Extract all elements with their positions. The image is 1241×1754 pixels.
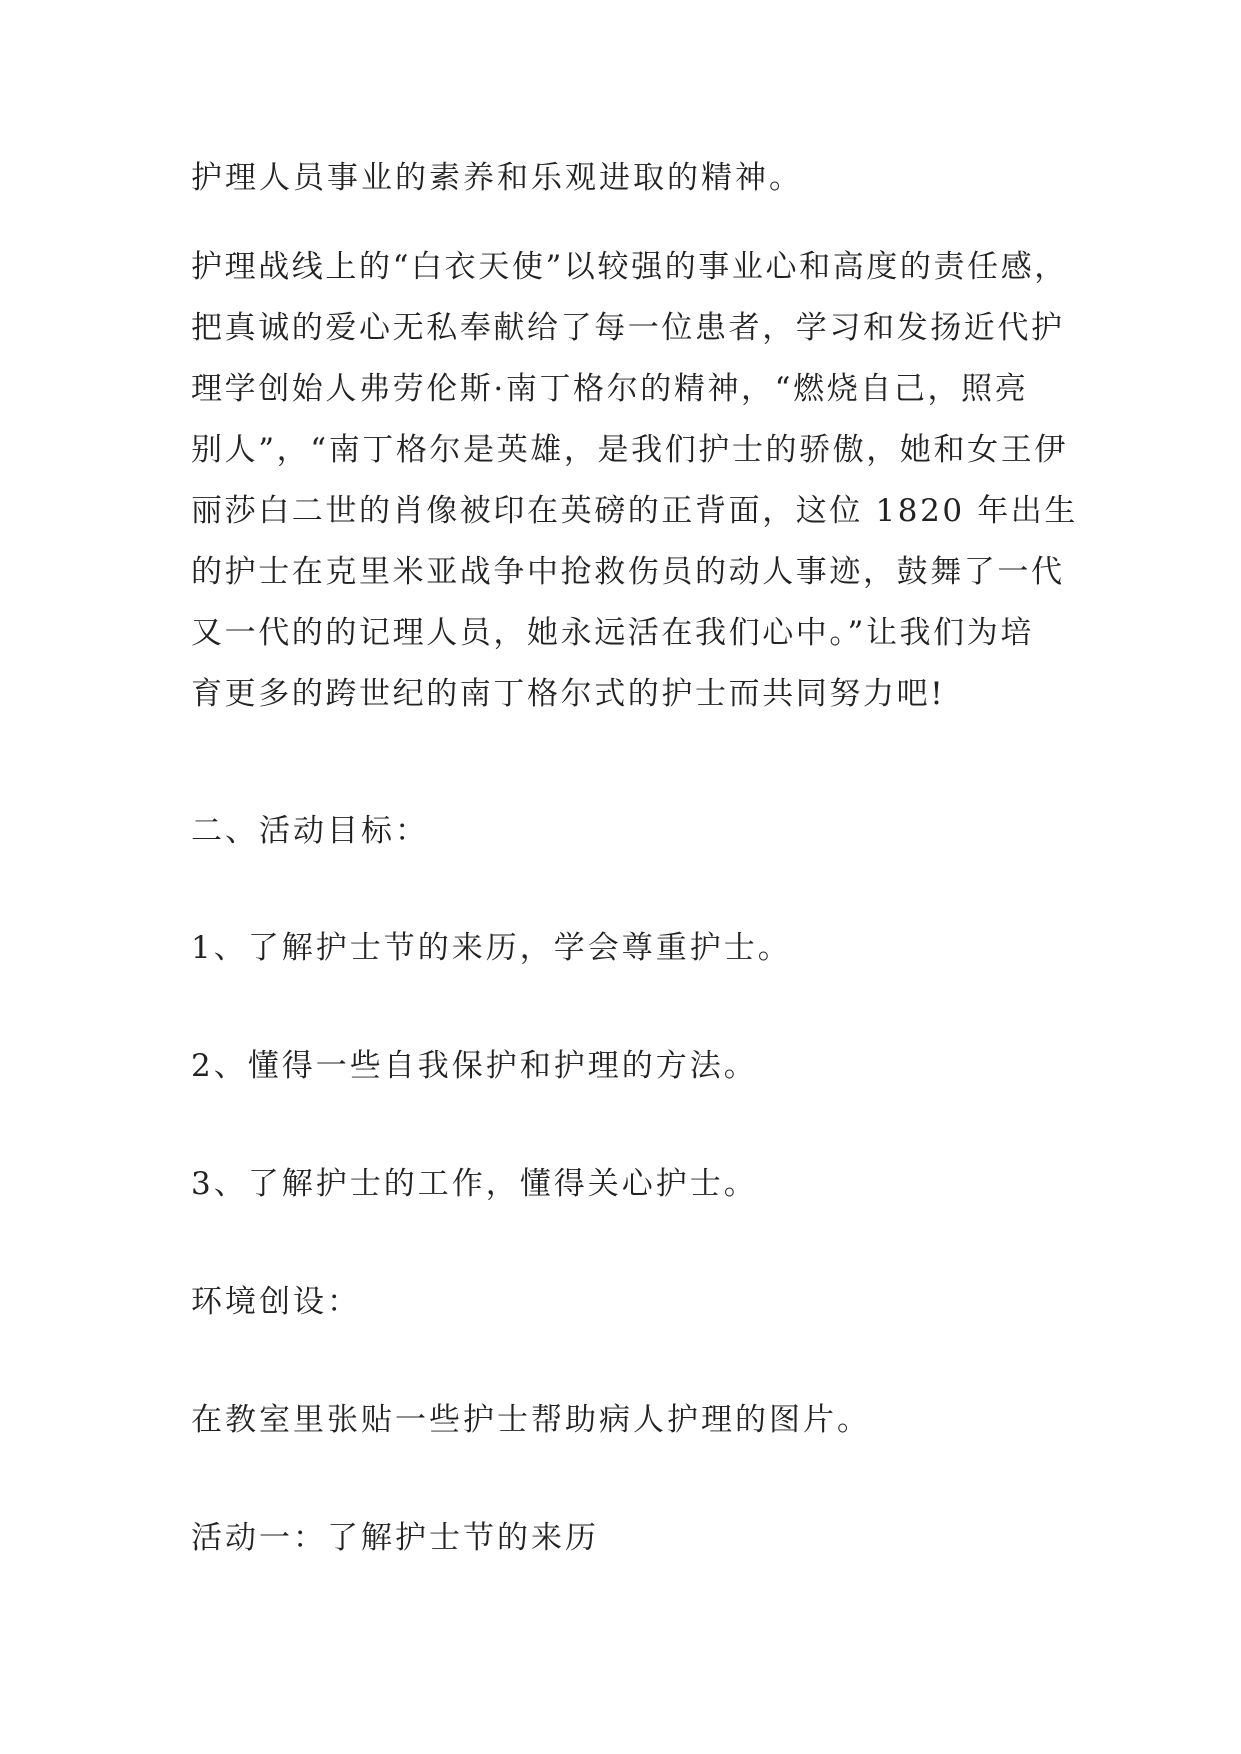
paragraph-line: 丽莎白二世的肖像被印在英磅的正背面，这位 1820 年出生 (191, 493, 1078, 529)
paragraph-intro-ending: 护理人员事业的素养和乐观进取的精神。 (191, 160, 803, 196)
goal-item-1: 1、了解护士节的来历，学会尊重护士。 (191, 930, 792, 966)
goal-item-2: 2、懂得一些自我保护和护理的方法。 (191, 1048, 758, 1084)
goal-item-3: 3、了解护士的工作，懂得关心护士。 (191, 1166, 758, 1202)
paragraph-line: 把真诚的爱心无私奉献给了每一位患者，学习和发扬近代护 (191, 310, 1065, 346)
paragraph-line: 育更多的跨世纪的南丁格尔式的护士而共同努力吧! (191, 676, 946, 712)
paragraph-nightingale (191, 237, 1078, 725)
paragraph-line: 理学创始人弗劳伦斯·南丁格尔的精神，“燃烧自己，照亮 (191, 371, 1029, 407)
paragraph-line: 别人”，“南丁格尔是英雄，是我们护士的骄傲，她和女王伊 (191, 432, 1068, 468)
environment-setup-text: 在教室里张贴一些护士帮助病人护理的图片。 (191, 1402, 871, 1438)
heading-activity-one: 活动一：了解护士节的来历 (191, 1520, 599, 1556)
paragraph-line: 又一代的的记理人员，她永远活在我们心中。”让我们为培 (191, 615, 1034, 651)
paragraph-line: 的护士在克里米亚战争中抢救伤员的动人事迹，鼓舞了一代 (191, 554, 1065, 590)
paragraph-line: 护理战线上的“白衣天使”以较强的事业心和高度的责任感， (191, 249, 1068, 285)
heading-activity-goals: 二、活动目标： (191, 813, 429, 849)
heading-environment-setup: 环境创设： (191, 1284, 361, 1320)
